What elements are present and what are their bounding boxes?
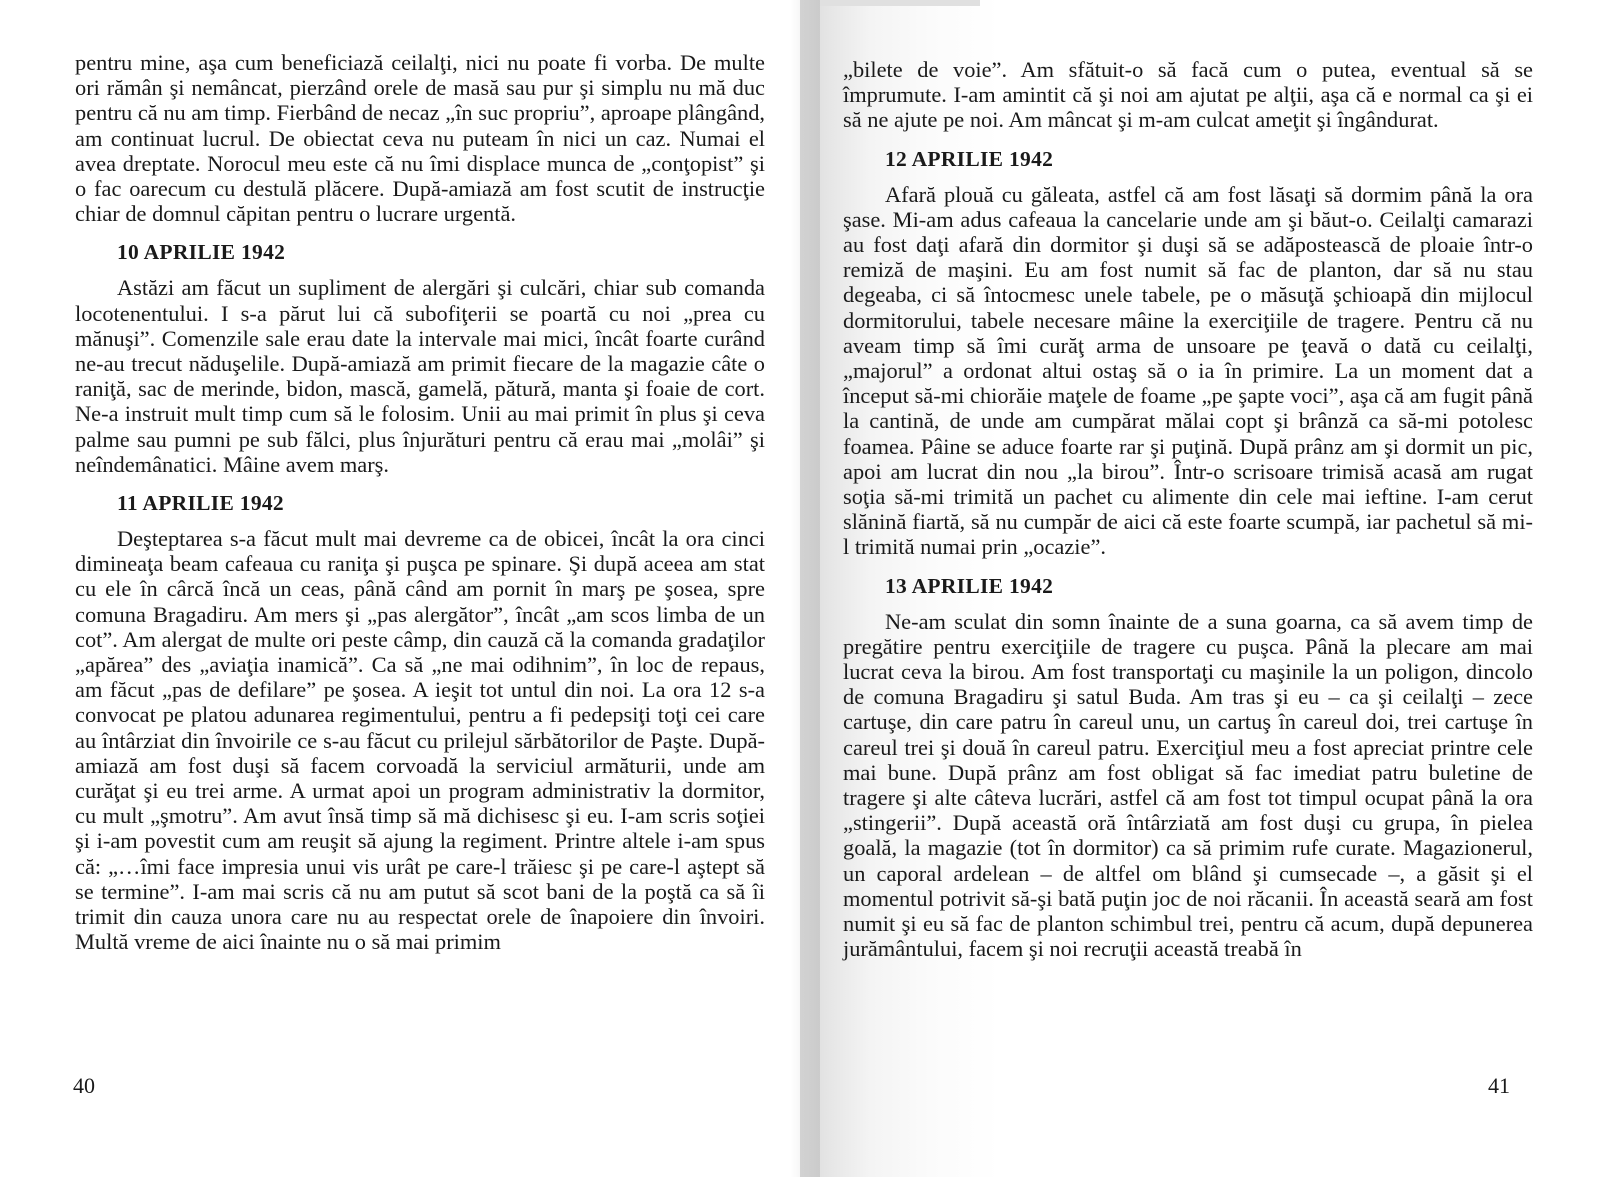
diary-date-heading: 13 APRILIE 1942 <box>885 573 1054 598</box>
diary-paragraph: pentru mine, aşa cum beneficiază ceilalţi, nici nu poate fi vorba. De multe ori rămân şi nemâncat, pierzând orele de masă sau pur şi simplu nu mă duc pentru că nu am timp. Fierbând de necaz „în suc propriu”, aproape plângând, am continuat lucrul. De obiectat ceva nu puteam în nici un caz. Numai el avea dreptate. Norocul meu este că nu îmi displace munca de „conţopist” şi o fac oarecum cu destulă plăcere. După-amiază am fost scutit de instrucţie chiar de domnul căpitan pentru o lucrare urgentă. <box>75 50 765 227</box>
diary-paragraph: Ne-am sculat din somn înainte de a suna goarna, ca să avem timp de pregătire pentru exerciţiile de tragere cu puşca. Până la plecare am mai lucrat ceva la birou. Am fost transportaţi cu maşinile la un poligon, dincolo de comuna Bragadiru şi satul Buda. Am tras şi eu – ca şi ceilalţi – zece cartuşe, din care patru în careul unu, un cartuş în careul doi, trei cartuşe în careul trei şi două în careul patru. Exerciţiul meu a fost apreciat printre cele mai bune. După prânz am fost obligat să fac imediat patru buletine de tragere şi alte câteva lucrări, astfel că am fost tot timpul ocupat până la ora „stingerii”. După această oră întârziată am fost duşi cu grupa, în pielea goală, la magazie (tot în dormitor) ca să primim rufe curate. Magazionerul, un caporal ardelean – de altfel om blând şi cumsecade –, a găsit şi el momentul potrivit să-şi bată puţin joc de noi răcanii. În această seară am fost numit şi eu să fac de planton schimbul trei, pentru că acum, după depunerea jurământului, facem şi noi recruţii această treabă în <box>843 608 1533 962</box>
diary-paragraph: Afară plouă cu găleata, astfel că am fost lăsaţi să dormim până la ora şase. Mi-am adus cafeaua la cancelarie unde am şi băut-o. Ceilalţi camarazi au fost daţi afară din dormitor şi duşi să se adăpostească de ploaie într-o remiză de maşini. Eu am fost numit să fac de planton, dar să nu stau degeaba, ci să întocmesc unele tabele, pe o măsuţă şchioapă din mijlocul dormitorului, tabele necesare mâine la exerciţiile de tragere. Pentru că nu aveam timp să îmi curăţ arma de unsoare pe ţeavă o dată cu ceilalţi, „majorul” a ordonat altui ostaş să o ia în primire. La un moment dat a început să-mi chiorăie maţele de foame „pe şapte voci”, aşa că am fugit până la cantină, de unde am cumpărat mălai copt şi brânză ca să-mi potolesc foamea. Pâine se aduce foarte rar şi puţină. După prânz am şi dormit un pic, apoi am lucrat din nou „la birou”. Într-o scrisoare trimisă acasă am rugat soţia să-mi trimită un pachet cu alimente din cele mai ieftine. I-am cerut slănină fiartă, să nu cumpăr de aici că este foarte scumpă, iar pachetul să mi-l trimită numai prin „ocazie”. <box>843 181 1533 560</box>
diary-date-heading: 12 APRILIE 1942 <box>885 146 1054 171</box>
diary-date-heading: 10 APRILIE 1942 <box>117 240 286 265</box>
diary-paragraph: Astăzi am făcut un supliment de alergări şi culcări, chiar sub comanda locotenentului. I s-a părut lui că subofiţerii se poartă cu noi „prea cu mănuşi”. Comenzile sale erau date la intervale mai mici, încât foarte curând ne-au trecut năduşelile. După-amiază am primit fiecare de la magazie câte o raniţă, sac de merinde, bidon, mască, gamelă, pătură, manta şi foaie de cort. Ne-a instruit mult timp cum să le folosim. Unii au mai primit în plus şi ceva palme sau pumni pe sub fălci, plus înjurături pentru că erau mai „molâi” şi neîndemânatici. Mâine avem marş. <box>75 275 765 477</box>
book-gutter <box>790 0 820 1177</box>
scan-edge-mark <box>820 0 980 6</box>
left-page-text <box>75 50 765 955</box>
diary-paragraph: „bilete de voie”. Am sfătuit-o să facă cum o putea, eventual să se împrumute. I-am amintit că şi noi am ajutat pe alţii, aşa că e normal ca şi ei să ne ajute pe noi. Am mâncat şi m-am culcat ameţit şi îngândurat. <box>843 57 1533 133</box>
right-page-text <box>843 57 1533 962</box>
page-number-right: 41 <box>1488 1073 1510 1098</box>
page-number-left: 40 <box>73 1073 95 1098</box>
diary-paragraph: Deşteptarea s-a făcut mult mai devreme ca de obicei, încât la ora cinci dimineaţa beam cafeaua cu raniţa şi puşca pe spinare. Şi după aceea am stat cu ele în cârcă încă un ceas, până când am pornit în marş pe şosea, spre comuna Bragadiru. Am mers şi „pas alergător”, încât „am scos limba de un cot”. Am alergat de multe ori peste câmp, din cauză că la comanda gradaţilor „apărea” des „aviaţia inamică”. Ca să „ne mai odihnim”, în loc de repaus, am făcut „pas de defilare” pe şosea. A ieşit tot untul din noi. La ora 12 s-a convocat pe platou adunarea regimentului, pentru a fi pedepsiţi toţi cei care au întârziat din învoirile ce s-au făcut cu prilejul sărbătorilor de Paşte. După-amiază am fost duşi să facem corvoadă la serviciul armăturii, unde am curăţat şi eu trei arme. A urmat apoi un program administrativ la dormitor, cu mult „şmotru”. Am avut însă timp să mă dichisesc şi eu. I-am scris soţiei şi i-am povestit cum am reuşit să ajung la regiment. Printre altele i-am spus că: „…îmi face impresia unui vis urât pe care-l trăiesc şi pe care-l aştept să se termine”. I-am mai scris că nu am putut să scot bani de la poştă ca să îi trimit din cauza unora care nu au respectat orele de înapoiere din învoiri. Multă vreme de aici înainte nu o să mai primim <box>75 526 765 955</box>
diary-date-heading: 11 APRILIE 1942 <box>117 491 284 516</box>
